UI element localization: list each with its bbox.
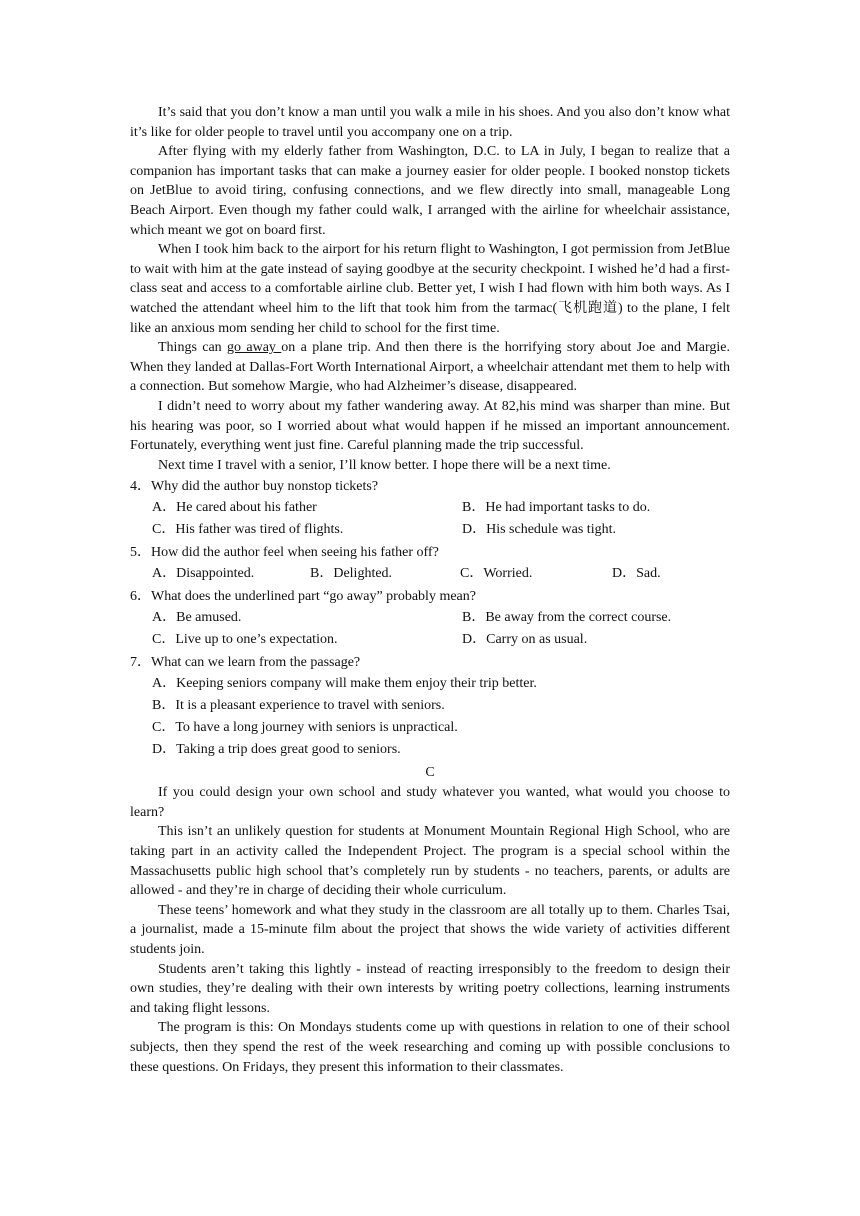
passage-b-paragraph-6: Next time I travel with a senior, I’ll know better. I hope there will be a next time. [158,457,611,473]
option-b: B．Delighted. [310,566,393,582]
question-4 [130,477,730,541]
question-stem: 7．What can we learn from the passage? [130,655,361,671]
passage-b-paragraph-1: It’s said that you don’t know a man until you walk a mile in his shoes. And you also don’t know what it’s like for older people to travel until you accompany one on a trip. [130,105,730,140]
option-a: A．Keeping seniors company will make them enjoy their trip better. [152,676,537,692]
option-c: C．His father was tired of flights. [152,522,344,538]
option-a: A．He cared about his father [152,500,317,516]
option-a: A．Be amused. [152,610,242,626]
option-c: C．To have a long journey with seniors is unpractical. [152,720,458,736]
passage-c-paragraph-1: If you could design your own school and study whatever you wanted, what would you choose to learn? [130,785,730,820]
question-7 [130,653,730,761]
paragraph-4-rest: on a plane trip. And then there is the horrifying story about Joe and Margie. When they landed at Dallas-Fort Worth International Airport, a wheelchair attendant met them to help with a connection. But somehow Margie, who had Alzheimer’s disease, disappeared. [130,340,730,395]
question-stem: 4．Why did the author buy nonstop tickets? [130,479,379,495]
passage-c-paragraph-4: Students aren’t taking this lightly - instead of reacting irresponsibly to the freedom to design their own studies, they’re dealing with their own interests by writing poetry collections, learning instruments and taking flight lessons. [130,961,730,1016]
paragraph-4-start: Things can [158,340,228,356]
passage-b-paragraph-3: When I took him back to the airport for his return flight to Washington, I got permission from JetBlue to wait with him at the gate instead of saying goodbye at the security checkpoint. I wished he’d had a first-class seat and access to a comfortable airline club. Better yet, I wish I had flown with him both ways. As I watched the attendant wheel him to the lift that took him from the tarmac(飞机跑道) to the plane, I felt like an anxious mom sending her child to school for the first time. [130,242,730,336]
passage-b-paragraph-4 [130,338,730,397]
option-b: B．Be away from the correct course. [462,610,672,626]
section-heading-c: C [425,765,435,781]
passage-c-paragraph-5: The program is this: On Mondays students come up with questions in relation to one of their school subjects, then they spend the rest of the week researching and coming up with possible conclusions to these questions. On Fridays, they present this information to their classmates. [130,1020,730,1075]
passage-b-paragraph-2: After flying with my elderly father from Washington, D.C. to LA in July, I began to realize that a companion has important tasks that can make a journey easier for older people. I booked nonstop tickets on JetBlue to avoid tiring, confusing connections, and we flew directly into small, manageable Long Beach Airport. Even though my father could walk, I arranged with the airline for wheelchair assistance, which meant we got on board first. [130,144,730,238]
document-page [130,103,730,1077]
question-6 [130,587,730,651]
question-5 [130,543,730,585]
option-d: D．Carry on as usual. [462,632,588,648]
question-stem: 5．How did the author feel when seeing his father off? [130,545,439,561]
option-c: C．Live up to one’s expectation. [152,632,338,648]
passage-b-paragraph-5: I didn’t need to worry about my father wandering away. At 82,his mind was sharper than mine. But his hearing was poor, so I worried about what would happen if he missed an important announcement. Fortunately, everything went just fine. Careful planning made the trip successful. [130,398,730,454]
option-d: D．Taking a trip does great good to seniors. [152,742,401,758]
option-d: D．Sad. [612,566,661,582]
passage-c-paragraph-3: These teens’ homework and what they study in the classroom are all totally up to them. Charles Tsai, a journalist, made a 15-minute film about the project that shows the wide variety of activities different students join. [130,902,730,958]
option-d: D．His schedule was tight. [462,522,616,538]
underlined-phrase: go away [227,340,282,356]
passage-c-paragraph-2: This isn’t an unlikely question for students at Monument Mountain Regional High School, who are taking part in an activity called the Independent Project. The program is a special school within the Massachusetts public high school that’s completely run by students - no teachers, parents, or adults are allowed - and they’re in charge of deciding their whole curriculum. [130,824,730,899]
option-b: B．He had important tasks to do. [462,500,651,516]
question-stem: 6．What does the underlined part “go away” probably mean? [130,589,476,605]
option-c: C．Worried. [460,566,533,582]
option-a: A．Disappointed. [152,566,255,582]
option-b: B．It is a pleasant experience to travel with seniors. [152,698,445,714]
